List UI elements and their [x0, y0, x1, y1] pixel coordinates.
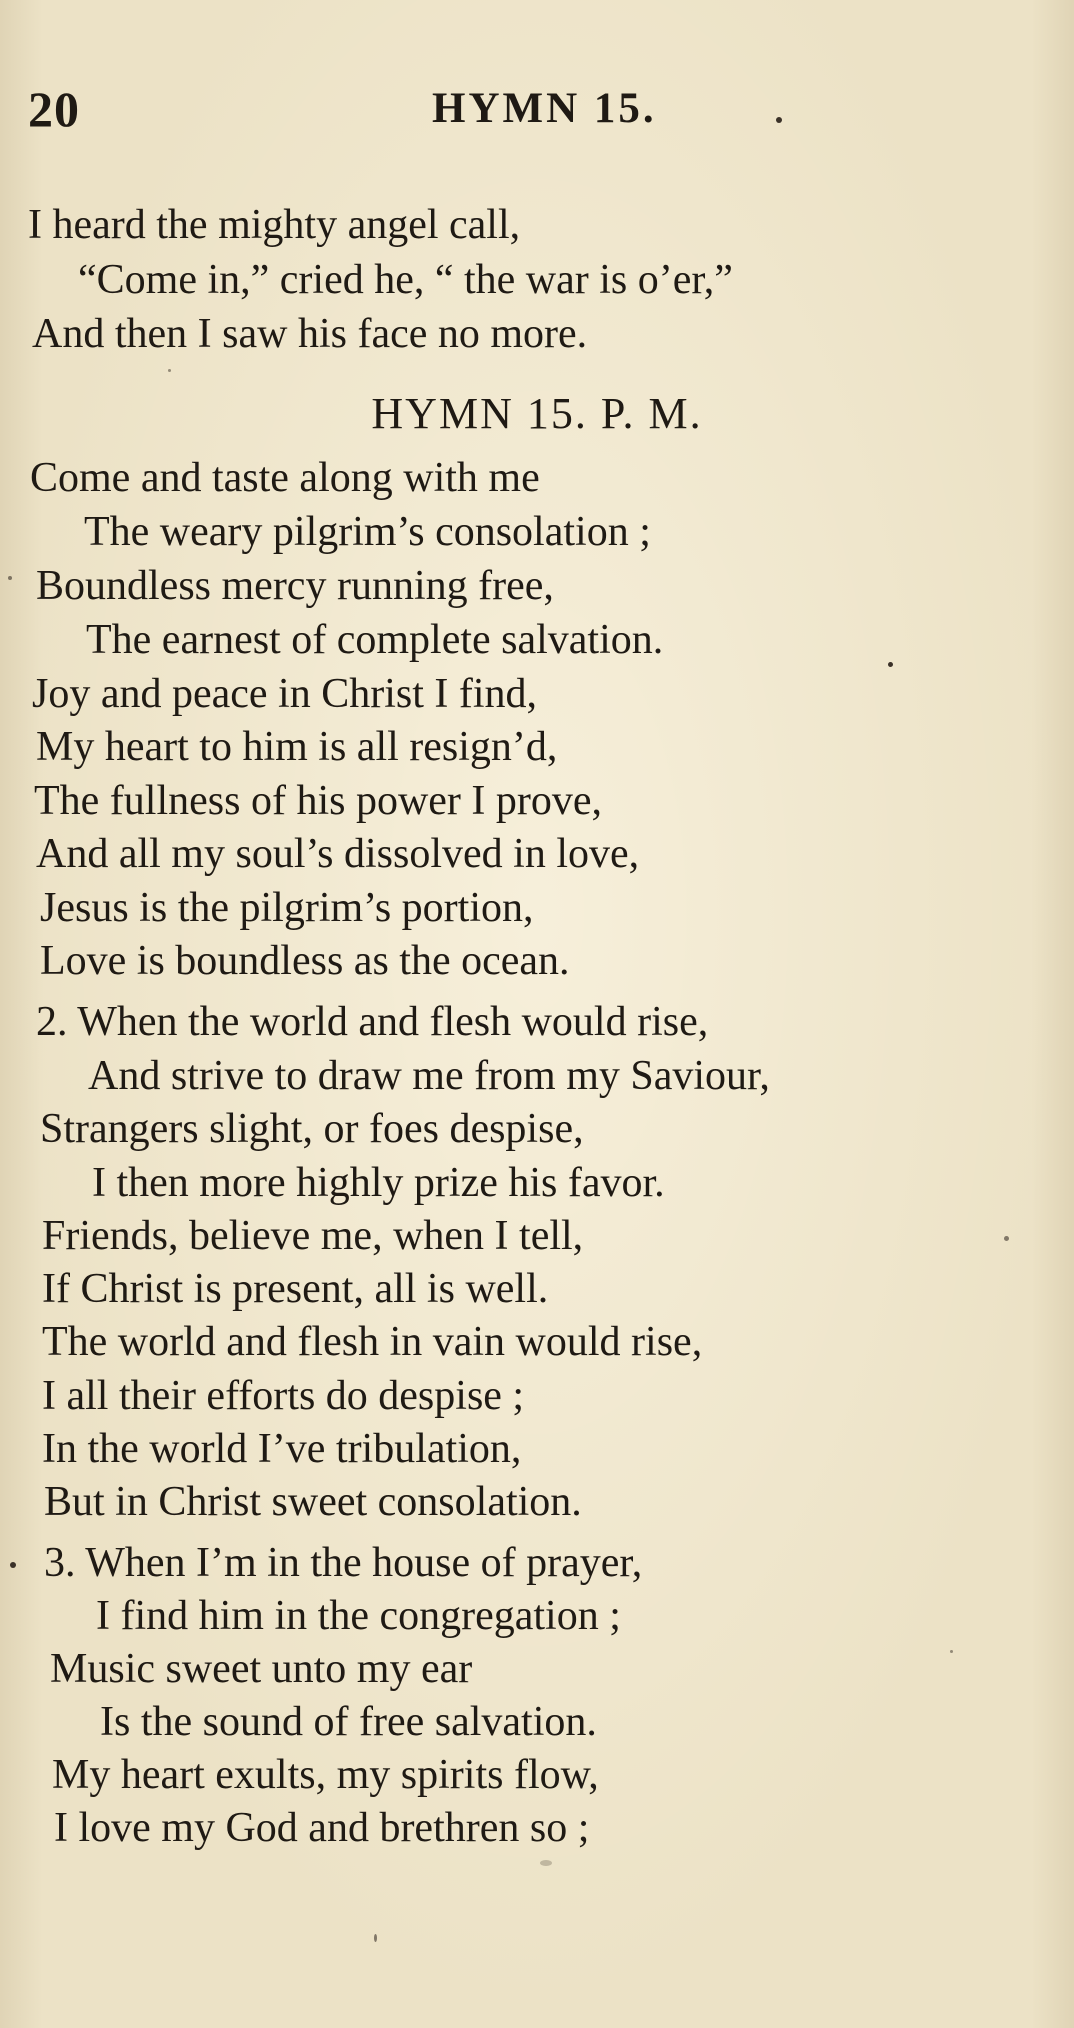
page-number: 20	[28, 81, 80, 137]
verse-line: 3. When I’m in the house of prayer,	[44, 1540, 643, 1586]
verse-line: 2. When the world and flesh would rise,	[36, 999, 709, 1045]
ink-speck	[374, 1934, 377, 1942]
verse-line: The world and flesh in vain would rise,	[42, 1319, 703, 1365]
verse-line: And all my soul’s dissolved in love,	[36, 831, 640, 877]
prev-hymn-line: And then I saw his face no more.	[32, 311, 588, 357]
verse-line: Friends, believe me, when I tell,	[42, 1213, 584, 1259]
verse-line: I all their efforts do despise ;	[42, 1373, 525, 1419]
verse-line: Come and taste along with me	[30, 455, 540, 501]
verse-line: I find him in the congregation ;	[96, 1593, 621, 1639]
verse-line: Boundless mercy running free,	[36, 563, 554, 609]
verse-line: If Christ is present, all is well.	[42, 1266, 549, 1312]
ink-speck	[776, 117, 782, 123]
verse-line: The earnest of complete salvation.	[86, 617, 664, 663]
page-header	[28, 80, 1034, 140]
ink-speck	[10, 1562, 16, 1568]
ink-speck	[888, 662, 893, 667]
verse-line: Jesus is the pilgrim’s portion,	[40, 885, 534, 931]
prev-hymn-line: “Come in,” cried he, “ the war is o’er,”	[78, 257, 733, 303]
verse-line: Music sweet unto my ear	[50, 1646, 473, 1692]
verse-line: My heart to him is all resign’d,	[36, 724, 558, 770]
verse-line: But in Christ sweet consolation.	[44, 1479, 582, 1525]
verse-line: I love my God and brethren so ;	[54, 1805, 590, 1851]
verse-line: My heart exults, my spirits flow,	[52, 1752, 599, 1798]
verse-line: Is the sound of free salvation.	[100, 1699, 597, 1745]
verse-line: And strive to draw me from my Saviour,	[88, 1053, 770, 1099]
verse-line: In the world I’ve tribulation,	[42, 1426, 522, 1472]
ink-speck	[1004, 1236, 1009, 1241]
verse-line: I then more highly prize his favor.	[92, 1160, 665, 1206]
verse-line: Love is boundless as the ocean.	[40, 938, 570, 984]
verse-line: The weary pilgrim’s consolation ;	[84, 509, 651, 555]
running-head: HYMN 15.	[432, 85, 657, 132]
ink-speck	[168, 369, 171, 372]
ink-speck	[950, 1650, 953, 1653]
prev-hymn-line: I heard the mighty angel call,	[28, 202, 521, 248]
hymn-title: HYMN 15. P. M.	[371, 389, 703, 438]
verse-line: Strangers slight, or foes despise,	[40, 1106, 584, 1152]
ink-speck	[8, 576, 12, 580]
verse-line: The fullness of his power I prove,	[34, 778, 603, 824]
verse-line: Joy and peace in Christ I find,	[32, 671, 538, 717]
stain-speck	[540, 1860, 552, 1866]
